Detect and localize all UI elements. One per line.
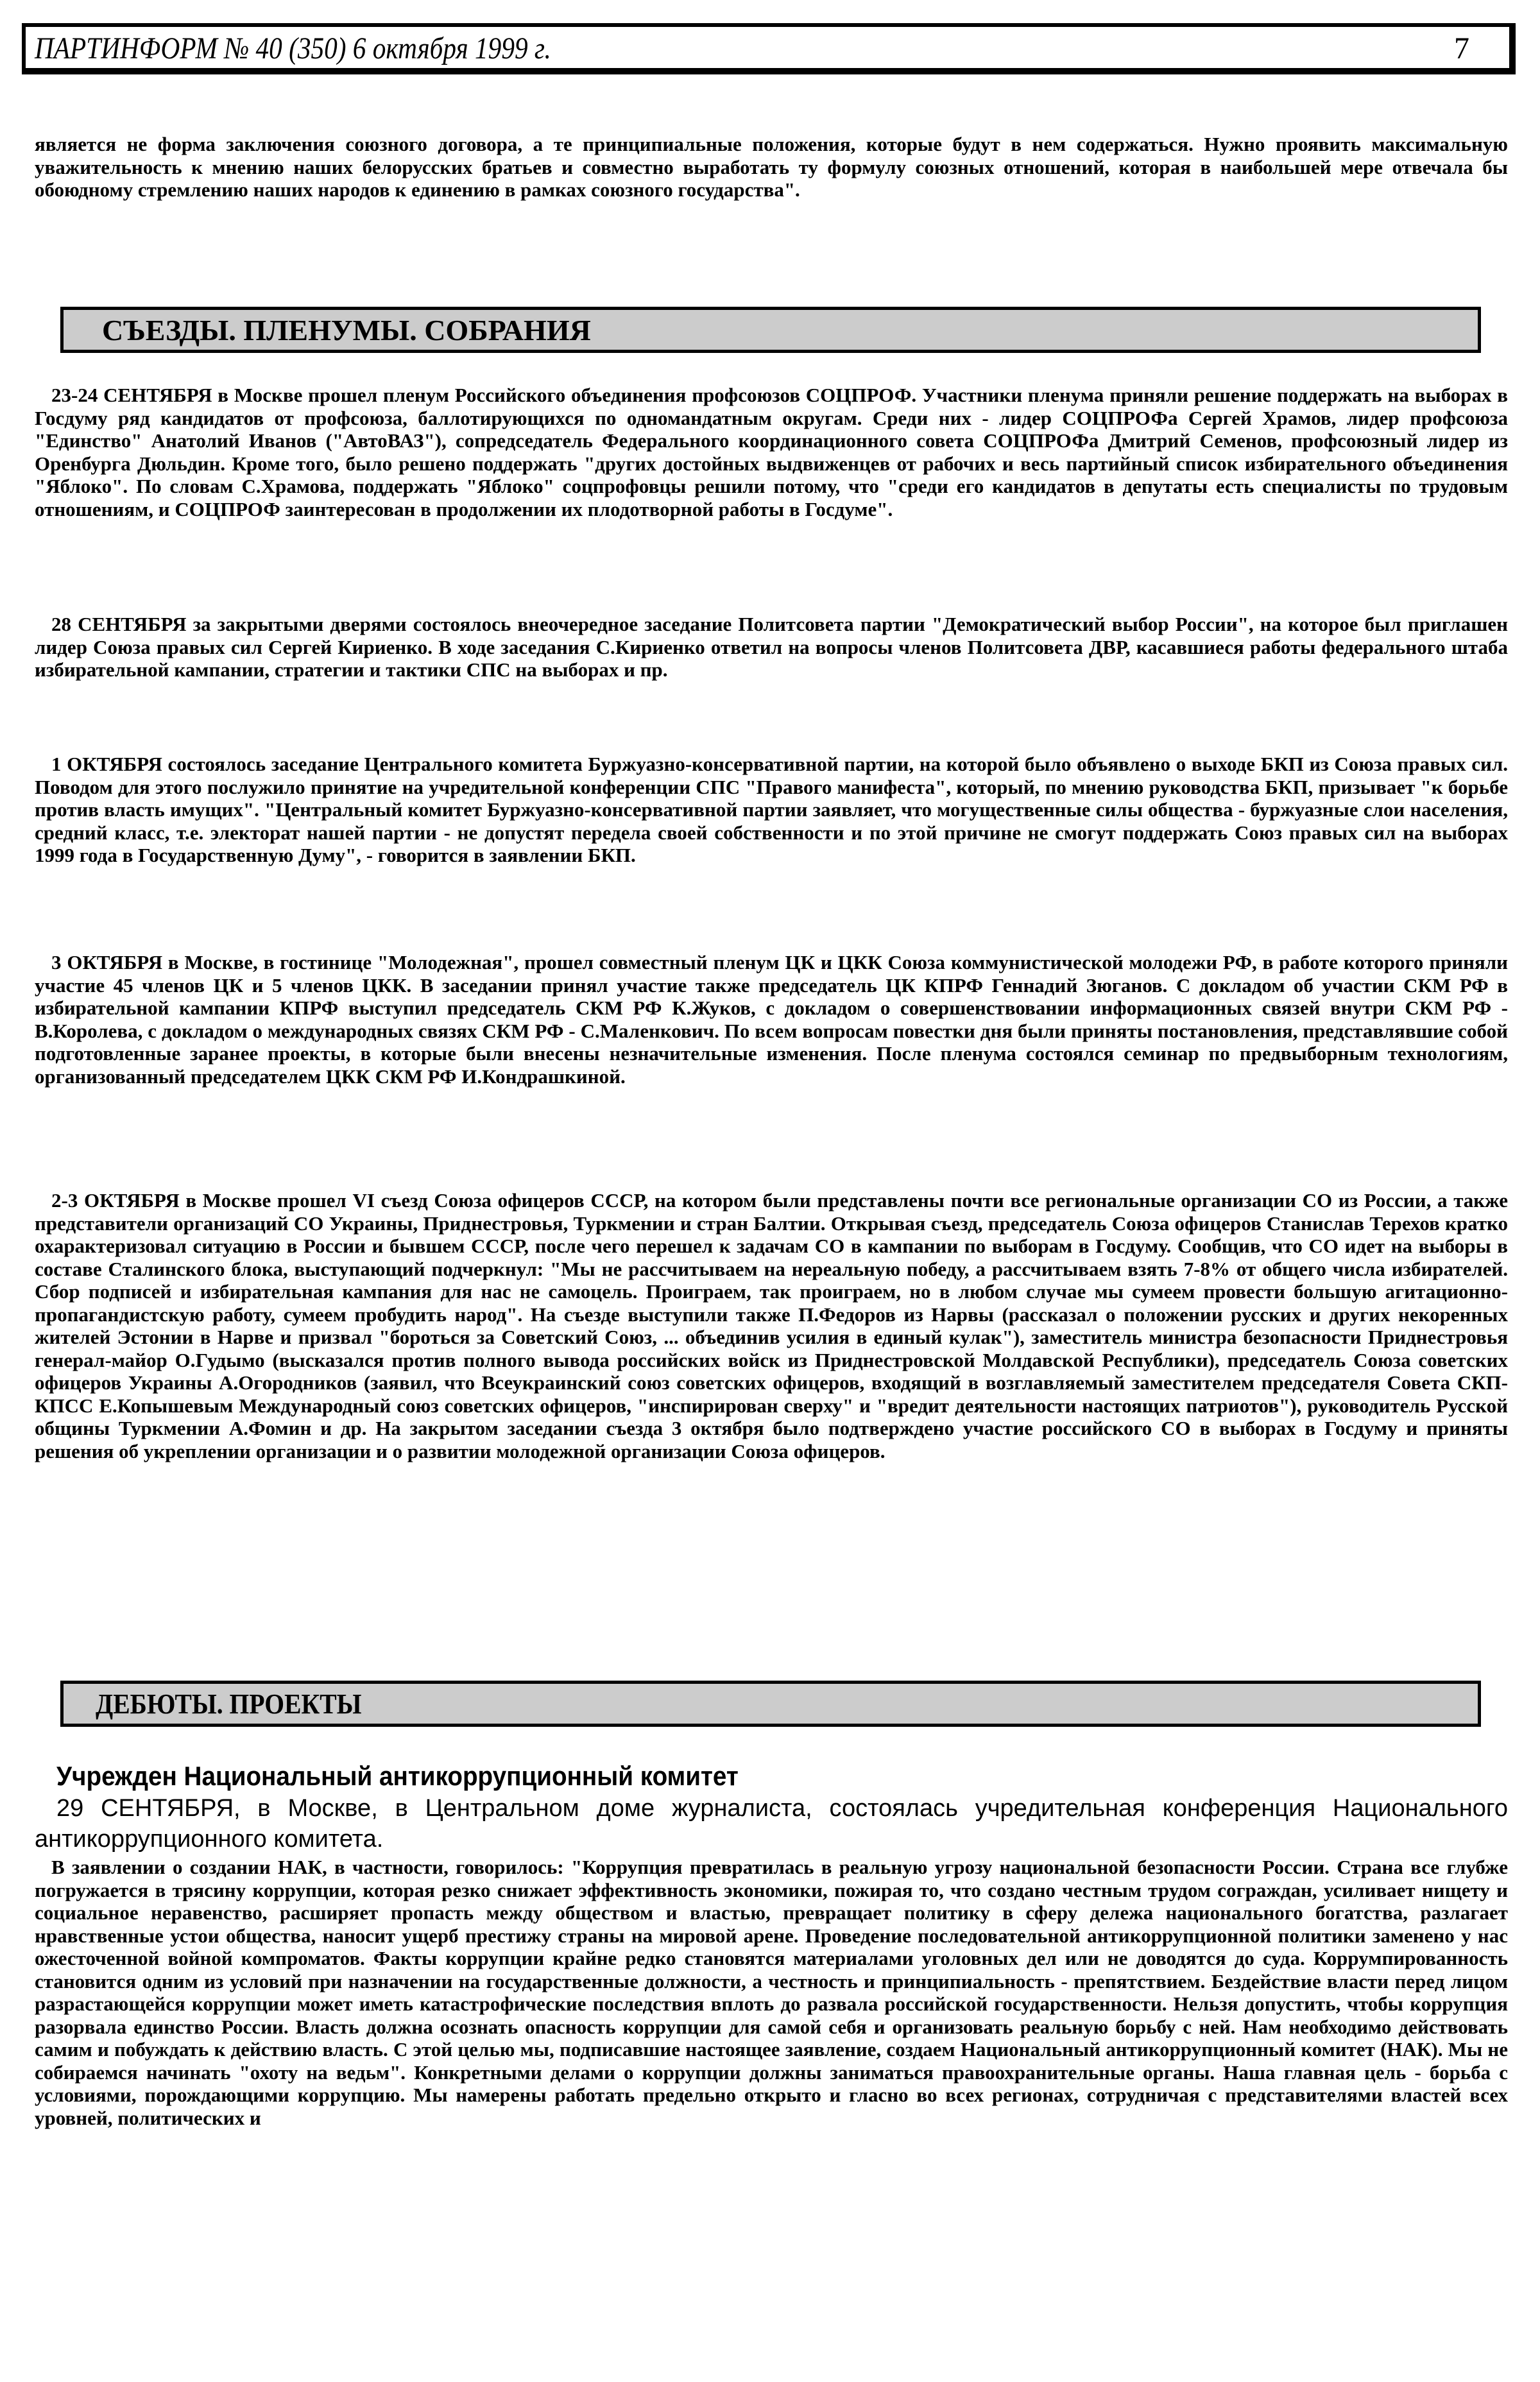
article-lead: 29 СЕНТЯБРЯ, в Москве, в Центральном доме журналиста, состоялась учредительная конференция Национального антикоррупционного комитета.	[35, 1795, 1508, 1853]
section-header-congresses	[60, 307, 1481, 353]
publication-title: ПАРТИНФОРМ № 40 (350) 6 октября 1999 г.	[35, 31, 551, 65]
page-header	[22, 23, 1516, 74]
news-paragraph: 28 СЕНТЯБРЯ за закрытыми дверями состоялось внеочередное заседание Политсовета партии "Демократический выбор России", на которое был приглашен лидер Союза правых сил Сергей Кириенко. В ходе заседания С.Кириенко ответил на вопросы членов Политсовета ДВР, касавшиеся работы федерального штаба избирательной кампании, стратегии и тактики СПС на выборах и пр.	[35, 613, 1508, 681]
section-title: СЪЕЗДЫ. ПЛЕНУМЫ. СОБРАНИЯ	[102, 314, 591, 347]
section-title: ДЕБЮТЫ. ПРОЕКТЫ	[96, 1688, 362, 1720]
article-body: В заявлении о создании НАК, в частности, говорилось: "Коррупция превратилась в реальную угрозу национальной безопасности России. Страна все глубже погружается в трясину коррупции, которая резко снижает эффективность экономики, пожирая то, что создано честным трудом сограждан, усиливает нищету и социальное неравенство, расширяет пропасть между обществом и властью, превращает политику в сферу дележа национального богатства, разлагает нравственные устои общества, наносит ущерб престижу страны на мировой арене. Проведение последовательной антикоррупционной политики заменено у нас ожесточенной войной компроматов. Факты коррупции крайне редко становятся материалами уголовных дел или не доводятся до суда. Коррумпированность становится одним из условий при назначении на государственные должности, а честность и принципиальность - препятствием. Бездействие власти перед лицом разрастающейся коррупции может иметь катастрофические последствия вплоть до развала российской государственности. Нельзя допустить, чтобы коррупция разорвала единство России. Власть должна осознать опасность коррупции для самой себя и организовать реальную борьбу с ней. Нам необходимо действовать самим и побуждать к действию власть. С этой целью мы, подписавшие настоящее заявление, создаем Национальный антикоррупционный комитет (НАК). Мы не собираемся начинать "охоту на ведьм". Конкретными делами о коррупции должны заниматься правоохранительные органы. Наша главная цель - борьба с условиями, порождающими коррупцию. Мы намерены работать предельно открыто и гласно во всех регионах, сотрудничая с представителями властей всех уровней, политических и	[35, 1856, 1508, 2129]
article-heading: Учрежден Национальный антикоррупционный комитет	[56, 1761, 739, 1791]
section-header-debuts	[60, 1681, 1481, 1727]
page-number: 7	[1454, 31, 1469, 65]
news-paragraph: 1 ОКТЯБРЯ состоялось заседание Центрального комитета Буржуазно-консервативной партии, на которой было объявлено о выходе БКП из Союза правых сил. Поводом для этого послужило принятие на учредительной конференции СПС "Правого манифеста", который, по мнению руководства БКП, призывает "к борьбе против власть имущих". "Центральный комитет Буржуазно-консервативной партии заявляет, что могущественные силы общества - буржуазные слои населения, средний класс, т.е. электорат нашей партии - не допустят передела своей собственности и по этой причине не смогут поддержать Союз правых сил на выборах 1999 года в Государственную Думу", - говорится в заявлении БКП.	[35, 753, 1508, 866]
intro-paragraph: является не форма заключения союзного договора, а те принципиальные положения, которые будут в нем содержаться. Нужно проявить максимальную уважительность к мнению наших белорусских братьев и совместно выработать ту формулу союзных отношений, которая в наибольшей мере отвечала бы обоюдному стремлению наших народов к единению в рамках союзного государства".	[35, 133, 1508, 201]
news-paragraph: 3 ОКТЯБРЯ в Москве, в гостинице "Молодежная", прошел совместный пленум ЦК и ЦКК Союза коммунистической молодежи РФ, в работе которого приняли участие 45 членов ЦК и 5 членов ЦКК. В заседании принял участие также председатель ЦК КПРФ Геннадий Зюганов. С докладом об участии СКМ РФ в избирательной кампании КПРФ выступил председатель СКМ РФ К.Жуков, с докладом о совершенствовании информационных связей внутри СКМ РФ - В.Королева, с докладом о международных связях СКМ РФ - С.Маленкович. По всем вопросам повестки дня были приняты постановления, представлявшие собой подготовленные заранее проекты, в которые были внесены незначительные изменения. После пленума состоялся семинар по предвыборным технологиям, организованный председателем ЦКК СКМ РФ И.Кондрашкиной.	[35, 951, 1508, 1088]
news-paragraph: 2-3 ОКТЯБРЯ в Москве прошел VI съезд Союза офицеров СССР, на котором были представлены почти все региональные организации СО из России, а также представители организаций СО Украины, Приднестровья, Туркмении и стран Балтии. Открывая съезд, председатель Союза офицеров Станислав Терехов кратко охарактеризовал ситуацию в России и бывшем СССР, после чего перешел к задачам СО в кампании по выборам в Госдуму. Сообщив, что СО идет на выборы в составе Сталинского блока, выступающий подчеркнул: "Мы не рассчитываем на нереальную победу, а рассчитываем взять 7-8% от общего числа избирателей. Сбор подписей и избирательная кампания для нас не самоцель. Проиграем, так проиграем, но в любом случае мы сумеем провести большую агитационно-пропагандистскую работу, сумеем пробудить народ". На съезде выступили также П.Федоров из Нарвы (рассказал о положении русских и других некоренных жителей Эстонии в Нарве и призвал "бороться за Советский Союз, ... объединив усилия в единый кулак"), заместитель министра безопасности Приднестровья генерал-майор О.Гудымо (высказался против полного вывода российских войск из Приднестровской Молдавской Республики), председатель Союза советских офицеров Украины А.Огородников (заявил, что Всеукраинский союз советских офицеров, входящий в возглавляемый заместителем председателя Совета СКП-КПСС Е.Копышевым Международный союз советских офицеров, "инспирирован сверху" и "вредит деятельности настоящих патриотов"), руководитель Русской общины Туркмении А.Фомин и др. На закрытом заседании съезда 3 октября было подтверждено участие российского СО в выборах в Госдуму и приняты решения об укреплении организации и о развитии молодежной организации Союза офицеров.	[35, 1189, 1508, 1462]
news-paragraph: 23-24 СЕНТЯБРЯ в Москве прошел пленум Российского объединения профсоюзов СОЦПРОФ. Участники пленума приняли решение поддержать на выборах в Госдуму ряд кандидатов от профсоюза, баллотирующихся по одномандатным округам. Среди них - лидер СОЦПРОФа Сергей Храмов, лидер профсоюза "Единство" Анатолий Иванов ("АвтоВАЗ"), сопредседатель Федерального координационного совета СОЦПРОФа Дмитрий Семенов, профсоюзный лидер из Оренбурга Дюльдин. Кроме того, было решено поддержать "других достойных выдвиженцев от рабочих и весь партийный список избирательного объединения "Яблоко". По словам С.Храмова, поддержать "Яблоко" соцпрофовцы решили потому, что "среди его кандидатов в депутаты есть специалисты по трудовым отношениям, и СОЦПРОФ заинтересован в продолжении их плодотворной работы в Госдуме".	[35, 384, 1508, 520]
